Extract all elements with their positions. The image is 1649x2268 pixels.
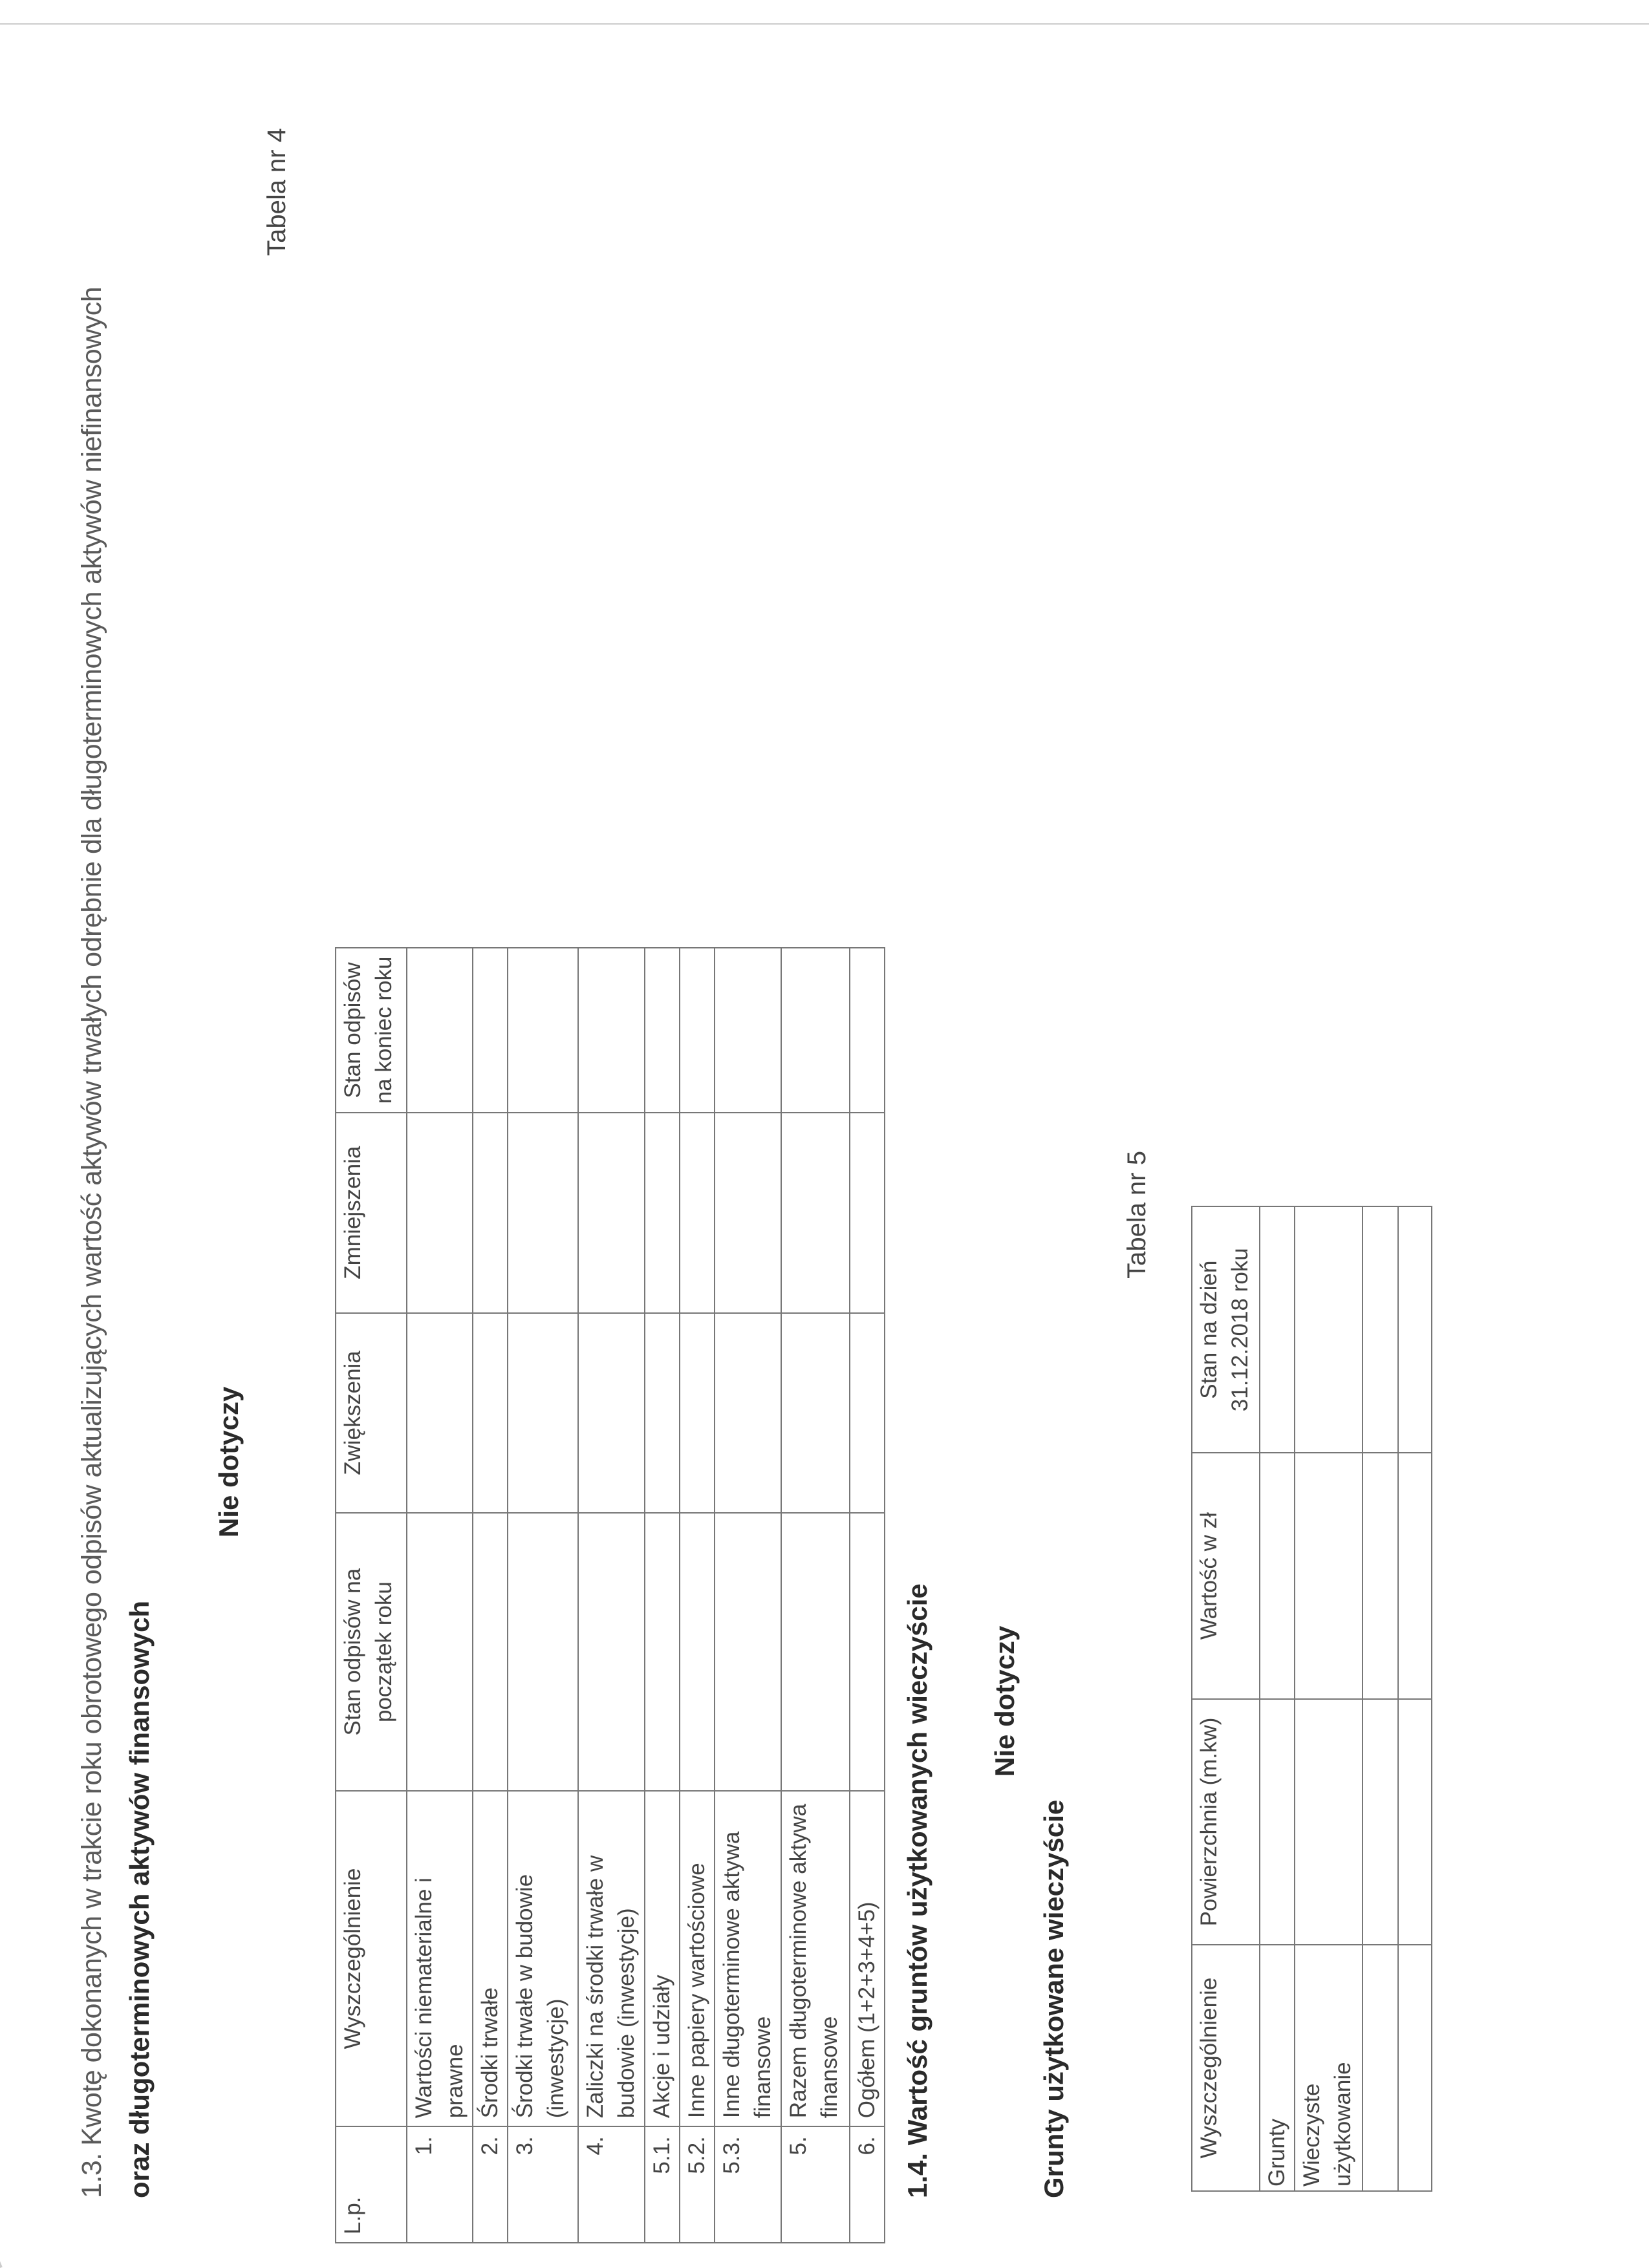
row-name: Akcje i udziały <box>645 1791 680 2126</box>
header-name: Wyszczególnienie <box>1192 1945 1260 2191</box>
value-cell <box>1398 1453 1432 1698</box>
value-cell <box>680 948 715 1113</box>
section-1-3-heading: 1.3. Kwotę dokonanych w trakcie roku obrotowego odpisów aktualizujących wartość aktywów trwałych odrębnie dla długoterminowych aktywów niefinansowych <box>76 286 107 2198</box>
value-cell <box>578 1513 645 1790</box>
value-cell <box>1260 1453 1295 1698</box>
value-cell <box>715 1513 781 1790</box>
value-cell <box>680 1313 715 1514</box>
row-lp: 1. <box>407 2126 473 2243</box>
not-applicable-1-4: Nie dotyczy <box>989 1625 1020 1777</box>
value-cell <box>850 948 885 1113</box>
header-decrease: Zmniejszenia <box>336 1113 407 1313</box>
header-lp: L.p. <box>336 2126 407 2243</box>
row-name: Ogółem (1+2+3+4+5) <box>850 1791 885 2126</box>
value-cell <box>508 1113 578 1313</box>
value-cell <box>715 1313 781 1514</box>
value-cell <box>715 948 781 1113</box>
value-cell <box>850 1113 885 1313</box>
value-cell <box>680 1113 715 1313</box>
table-row <box>1398 1206 1432 2191</box>
row-lp: 5. <box>781 2126 850 2243</box>
table-row <box>473 948 508 2243</box>
value-cell <box>578 948 645 1113</box>
value-cell <box>1363 1206 1398 1453</box>
header-start: Stan odpisów na początek roku <box>336 1513 407 1790</box>
value-cell <box>508 1513 578 1790</box>
value-cell <box>407 1513 473 1790</box>
header-value: Wartość w zł <box>1192 1453 1260 1698</box>
row-name <box>1363 1945 1398 2191</box>
value-cell <box>1295 1206 1363 1453</box>
row-name: Razem długoterminowe aktywa finansowe <box>781 1791 850 2126</box>
value-cell <box>680 1513 715 1790</box>
table-4-header-row <box>336 948 407 2243</box>
table-row <box>715 948 781 2243</box>
table-5 <box>1191 1206 1432 2192</box>
value-cell <box>781 1113 850 1313</box>
row-lp: 2. <box>473 2126 508 2243</box>
table-4 <box>335 947 885 2243</box>
value-cell <box>1398 1699 1432 1945</box>
value-cell <box>1260 1206 1295 1453</box>
value-cell <box>781 948 850 1113</box>
value-cell <box>1398 1206 1432 1453</box>
header-increase: Zwiększenia <box>336 1313 407 1514</box>
table-row <box>645 948 680 2243</box>
table-5-label: Tabela nr 5 <box>1123 1151 1151 1279</box>
value-cell <box>645 1513 680 1790</box>
value-cell <box>645 1113 680 1313</box>
row-name: Inne długoterminowe aktywa finansowe <box>715 1791 781 2126</box>
section-1-3-heading-cont: oraz długoterminowych aktywów finansowych <box>124 1600 155 2198</box>
value-cell <box>407 1113 473 1313</box>
value-cell <box>850 1313 885 1514</box>
section-1-4-subheading: Grunty użytkowane wieczyście <box>1039 1799 1069 2198</box>
row-lp: 3. <box>508 2126 578 2243</box>
table-row <box>578 948 645 2243</box>
row-lp: 5.2. <box>680 2126 715 2243</box>
table-row <box>1295 1206 1363 2191</box>
table-row <box>850 948 885 2243</box>
value-cell <box>473 1313 508 1514</box>
value-cell <box>1260 1699 1295 1945</box>
row-name: Inne papiery wartościowe <box>680 1791 715 2126</box>
row-name: Środki trwałe <box>473 1791 508 2126</box>
value-cell <box>578 1113 645 1313</box>
value-cell <box>1295 1699 1363 1945</box>
value-cell <box>645 1313 680 1514</box>
value-cell <box>578 1313 645 1514</box>
row-lp: 4. <box>578 2126 645 2243</box>
value-cell <box>407 1313 473 1514</box>
header-area: Powierzchnia (m.kw) <box>1192 1699 1260 1945</box>
value-cell <box>781 1313 850 1514</box>
value-cell <box>473 1513 508 1790</box>
row-lp: 5.1. <box>645 2126 680 2243</box>
not-applicable-1-3: Nie dotyczy <box>213 1386 244 1537</box>
value-cell <box>473 1113 508 1313</box>
row-lp: 6. <box>850 2126 885 2243</box>
value-cell <box>781 1513 850 1790</box>
scan-shadow <box>0 2111 3 2268</box>
value-cell <box>1295 1453 1363 1698</box>
value-cell <box>508 948 578 1113</box>
value-cell <box>508 1313 578 1514</box>
value-cell <box>645 948 680 1113</box>
value-cell <box>473 948 508 1113</box>
table-row <box>508 948 578 2243</box>
section-1-4-heading: 1.4. Wartość gruntów użytkowanych wieczyście <box>902 1583 932 2198</box>
table-row <box>1363 1206 1398 2191</box>
value-cell <box>407 948 473 1113</box>
table-row <box>680 948 715 2243</box>
row-name: Zaliczki na środki trwałe w budowie (inwestycje) <box>578 1791 645 2126</box>
table-row <box>407 948 473 2243</box>
header-name: Wyszczególnienie <box>336 1791 407 2126</box>
value-cell <box>715 1113 781 1313</box>
row-lp: 5.3. <box>715 2126 781 2243</box>
header-date-state: Stan na dzień 31.12.2018 roku <box>1192 1206 1260 1453</box>
row-name <box>1398 1945 1432 2191</box>
table-row <box>1260 1206 1295 2191</box>
row-name: Wieczyste użytkowanie <box>1295 1945 1363 2191</box>
table-4-label: Tabela nr 4 <box>263 128 291 256</box>
row-name: Środki trwałe w budowie (inwestycje) <box>508 1791 578 2126</box>
row-name: Grunty <box>1260 1945 1295 2191</box>
value-cell <box>1363 1453 1398 1698</box>
table-5-header-row <box>1192 1206 1260 2191</box>
table-row <box>781 948 850 2243</box>
value-cell <box>850 1513 885 1790</box>
header-end: Stan odpisów na koniec roku <box>336 948 407 1113</box>
row-name: Wartości niematerialne i prawne <box>407 1791 473 2126</box>
value-cell <box>1363 1699 1398 1945</box>
scan-edge-line <box>0 23 1649 25</box>
